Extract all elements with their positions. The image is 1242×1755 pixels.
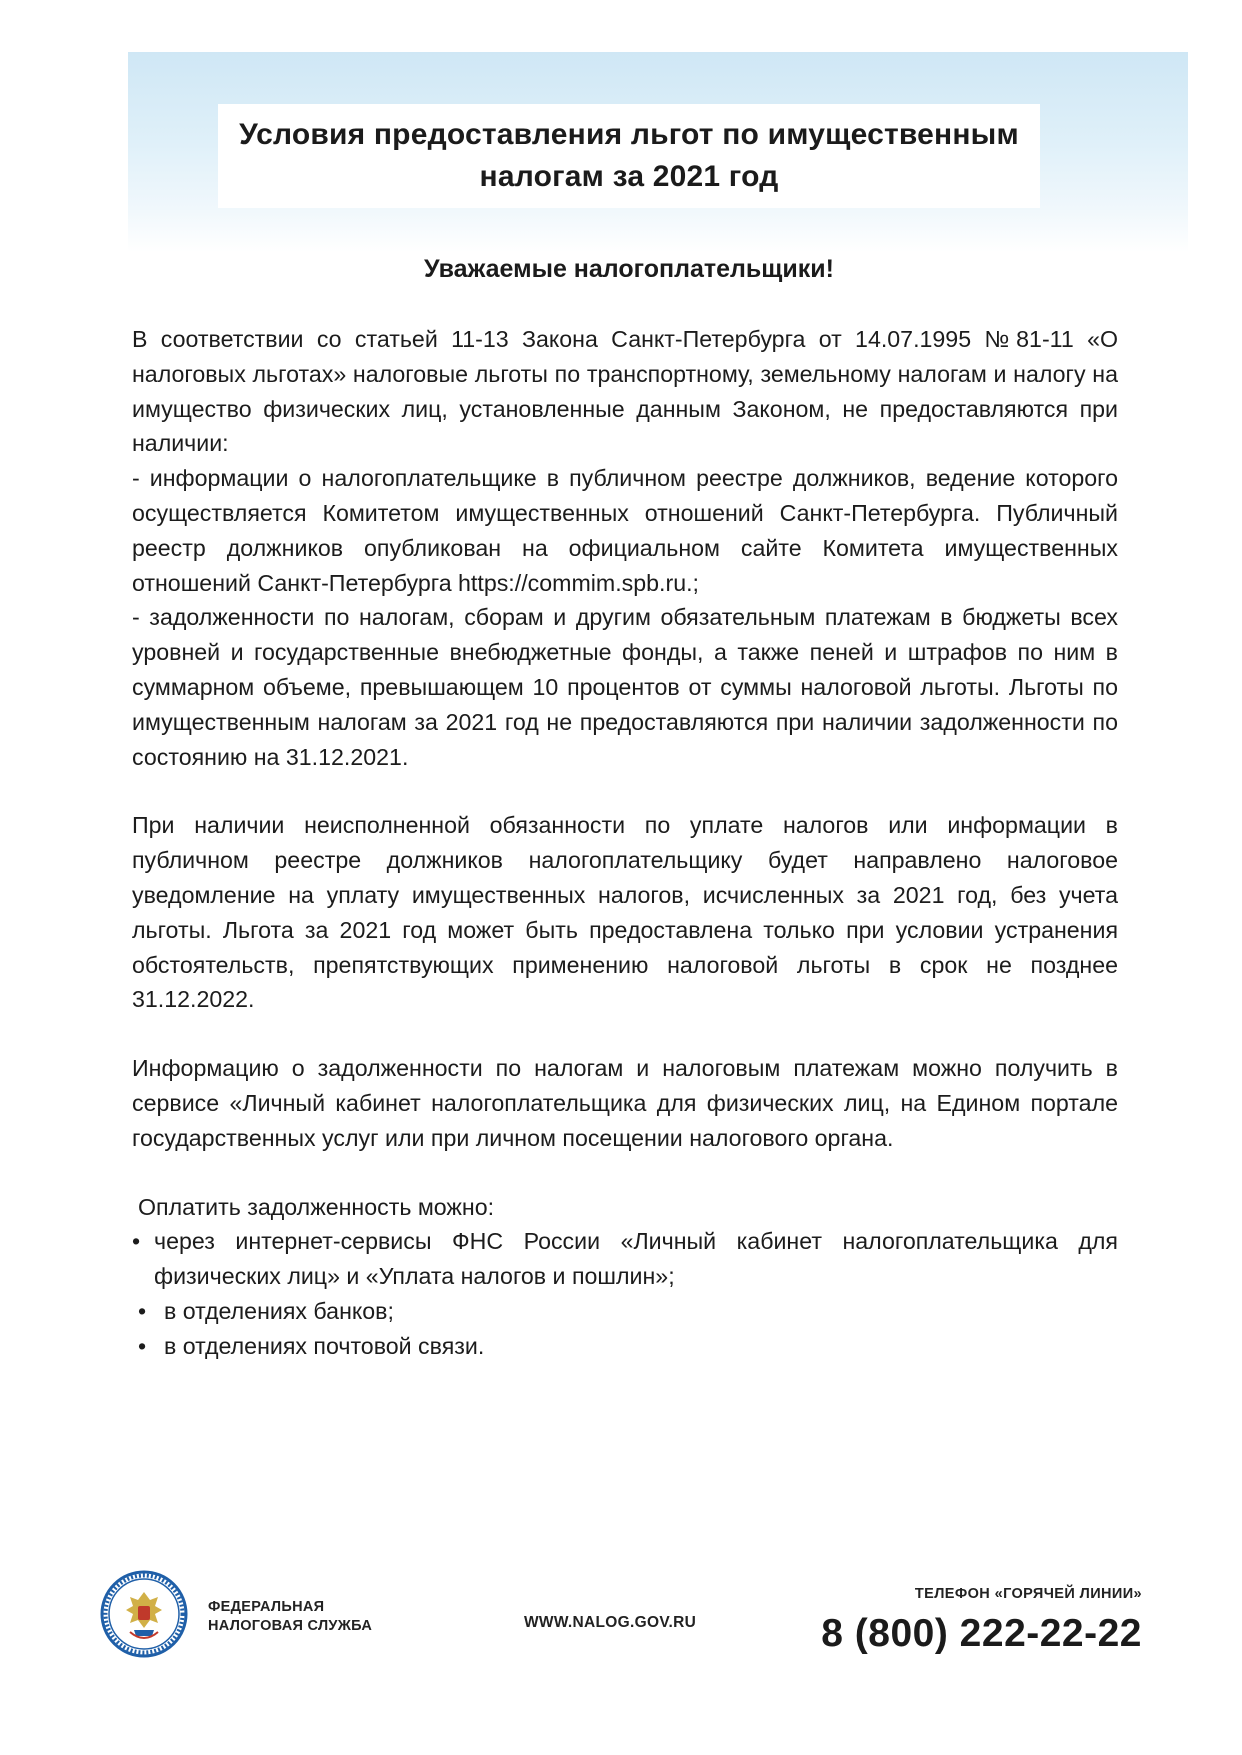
pay-methods-list [132,1224,1118,1363]
document-title [218,114,1040,198]
paragraph-unfulfilled-obligation: При наличии неисполненной обязанности по уплате налогов или информации в публичном реестре должников налогоплательщику будет направлено налоговое уведомление на уплату имущественных налогов, исчисленных за 2021 год, без учета льготы. Льгота за 2021 год может быть предоставлена только при условии устранения обстоятельств, препятствующих применению налоговой льготы в срок не позднее 31.12.2022. [132,812,1118,1013]
org-line-2: НАЛОГОВАЯ СЛУЖБА [208,1618,373,1634]
org-line-1: ФЕДЕРАЛЬНАЯ [208,1599,325,1615]
list-item: • в отделениях банков; [132,1294,1118,1329]
hotline-label: ТЕЛЕФОН «ГОРЯЧЕЙ ЛИНИИ» [914,1586,1142,1602]
paragraph-law-reference [132,322,1118,774]
list-item: • через интернет-сервисы ФНС России «Личный кабинет налогоплательщика для физических лиц» и «Уплата налогов и пошлин»; [132,1224,1118,1294]
paragraph-line: «О налоговых льготах» налоговые льготы по транспортному, земельному налогам и налогу на имущество физических лиц, установленные данным Законом, не предоставляются при наличии: [132,326,1118,457]
document-body [132,322,1118,1364]
paragraph-debt-info: Информацию о задолженности по налогам и налоговым платежам можно получить в сервисе «Личный кабинет налогоплательщика для физических лиц, на Едином портале государственных услуг или при личном посещении налогового органа. [132,1055,1118,1151]
title-line-1: Условия предоставления льгот по имущественным [239,118,1019,151]
paragraph-line: - информации о налогоплательщике в публичном реестре должников, ведение которого осуществляется Комитетом имущественных отношений Санкт-Петербурга. Публичный реестр должников опубликован на официальном сайте Комитета имущественных отношений Санкт-Петербурга https://commim.spb.ru.; [132,465,1118,596]
fns-emblem-icon [100,1570,188,1658]
document-footer [0,1560,1242,1710]
organization-name [208,1598,372,1636]
website-link[interactable]: WWW.NALOG.GOV.RU [524,1614,697,1631]
list-item: • в отделениях почтовой связи. [132,1329,1118,1364]
hotline-phone-number[interactable]: 8 (800) 222-22-22 [821,1612,1142,1655]
pay-methods-title: Оплатить задолженность можно: [138,1193,495,1220]
paragraph-line: - задолженности по налогам, сборам и другим обязательным платежам в бюджеты всех уровней и государственные внебюджетные фонды, а также пеней и штрафов по ним в суммарном объеме, превышающем 10 процентов от суммы налоговой льготы. Льготы по имущественным налогам за 2021 год не предоставляются при наличии задолженности по состоянию на 31.12.2021. [132,604,1118,770]
title-line-2: налогам за 2021 год [479,160,779,193]
greeting-heading: Уважаемые налогоплательщики! [424,255,834,283]
paragraph-line: В соответствии со статьей 11-13 Закона Санкт-Петербурга от 14.07.1995 №81-11 [132,326,1074,352]
